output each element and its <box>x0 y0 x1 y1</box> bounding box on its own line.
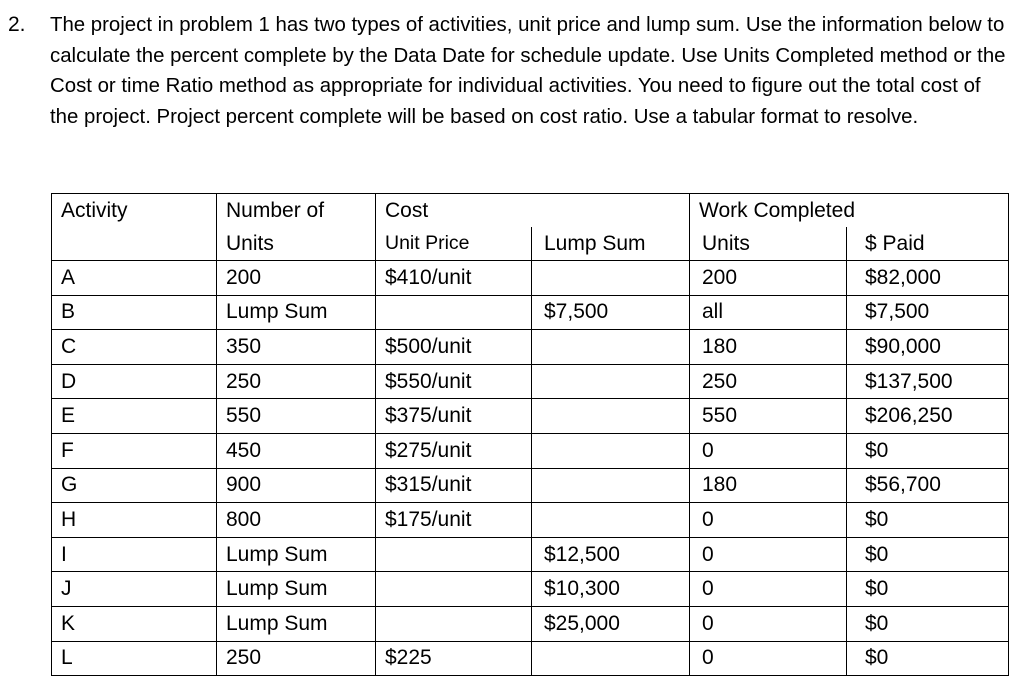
header-lump-sum: Lump Sum <box>532 227 690 261</box>
header-units: Units <box>217 227 376 261</box>
cell-activity: H <box>52 503 217 538</box>
cell-activity: A <box>52 261 217 296</box>
header-paid: $ Paid <box>847 227 1009 261</box>
cell-paid: $0 <box>847 433 1009 468</box>
cell-unit-price: $175/unit <box>376 503 532 538</box>
cell-units: Lump Sum <box>217 295 376 330</box>
cell-units: 450 <box>217 433 376 468</box>
cell-activity: C <box>52 330 217 365</box>
cell-lump-sum <box>532 641 690 676</box>
cell-wc-units: 180 <box>690 330 847 365</box>
cell-activity: I <box>52 537 217 572</box>
cell-unit-price: $550/unit <box>376 364 532 399</box>
cell-units: 250 <box>217 364 376 399</box>
cell-wc-units: 0 <box>690 606 847 641</box>
table-row <box>52 364 1009 399</box>
table-row <box>52 261 1009 296</box>
cell-wc-units: 0 <box>690 433 847 468</box>
cell-paid: $90,000 <box>847 330 1009 365</box>
cell-units: 900 <box>217 468 376 503</box>
table-row <box>52 295 1009 330</box>
cell-unit-price <box>376 572 532 607</box>
cell-wc-units: all <box>690 295 847 330</box>
cell-paid: $0 <box>847 572 1009 607</box>
problem-statement <box>8 10 1013 132</box>
header-work-completed: Work Completed <box>690 194 847 228</box>
cell-lump-sum: $7,500 <box>532 295 690 330</box>
cell-lump-sum <box>532 399 690 434</box>
header-cost-spacer <box>532 194 690 228</box>
table-row <box>52 537 1009 572</box>
cell-lump-sum: $10,300 <box>532 572 690 607</box>
header-cost: Cost <box>376 194 532 228</box>
cell-unit-price: $225 <box>376 641 532 676</box>
cell-units: Lump Sum <box>217 606 376 641</box>
cell-unit-price: $275/unit <box>376 433 532 468</box>
cell-activity: F <box>52 433 217 468</box>
header-number-of: Number of <box>217 194 376 228</box>
cell-lump-sum <box>532 364 690 399</box>
table-row <box>52 468 1009 503</box>
header-row-2 <box>52 227 1009 261</box>
table-row <box>52 641 1009 676</box>
cell-units: 200 <box>217 261 376 296</box>
cell-units: Lump Sum <box>217 537 376 572</box>
cell-unit-price <box>376 537 532 572</box>
cell-wc-units: 0 <box>690 641 847 676</box>
cell-lump-sum <box>532 433 690 468</box>
cell-unit-price: $375/unit <box>376 399 532 434</box>
cell-paid: $7,500 <box>847 295 1009 330</box>
header-row-1 <box>52 194 1009 228</box>
cell-units: 800 <box>217 503 376 538</box>
activity-table <box>51 193 1009 676</box>
problem-number: 2. <box>8 13 26 36</box>
cell-units: 250 <box>217 641 376 676</box>
cell-paid: $0 <box>847 641 1009 676</box>
cell-wc-units: 0 <box>690 503 847 538</box>
cell-units: 350 <box>217 330 376 365</box>
table-row <box>52 399 1009 434</box>
cell-paid: $0 <box>847 606 1009 641</box>
cell-lump-sum <box>532 503 690 538</box>
problem-text: The project in problem 1 has two types of activities, unit price and lump sum. Use the information below to calculate the percent complete by the Data Date for schedule update. Use Units Completed method or the Cost or time Ratio method as appropriate for individual activities. You need to figure out the total cost of the project. Project percent complete will be based on cost ratio. Use a tabular format to resolve. <box>50 14 1006 128</box>
cell-unit-price: $500/unit <box>376 330 532 365</box>
table-row <box>52 572 1009 607</box>
cell-paid: $137,500 <box>847 364 1009 399</box>
header-work-completed-spacer <box>847 194 1009 228</box>
header-activity-blank <box>52 227 217 261</box>
cell-activity: L <box>52 641 217 676</box>
cell-paid: $82,000 <box>847 261 1009 296</box>
cell-activity: B <box>52 295 217 330</box>
cell-paid: $0 <box>847 503 1009 538</box>
cell-lump-sum <box>532 261 690 296</box>
cell-unit-price: $315/unit <box>376 468 532 503</box>
cell-wc-units: 550 <box>690 399 847 434</box>
cell-units: 550 <box>217 399 376 434</box>
cell-wc-units: 250 <box>690 364 847 399</box>
header-activity: Activity <box>52 194 217 228</box>
table-row <box>52 606 1009 641</box>
cell-paid: $56,700 <box>847 468 1009 503</box>
table-row <box>52 503 1009 538</box>
cell-unit-price: $410/unit <box>376 261 532 296</box>
cell-unit-price <box>376 606 532 641</box>
table-row <box>52 433 1009 468</box>
cell-activity: K <box>52 606 217 641</box>
cell-wc-units: 0 <box>690 572 847 607</box>
header-unit-price: Unit Price <box>376 227 532 261</box>
cell-wc-units: 180 <box>690 468 847 503</box>
cell-activity: G <box>52 468 217 503</box>
cell-lump-sum: $25,000 <box>532 606 690 641</box>
cell-wc-units: 200 <box>690 261 847 296</box>
header-wc-units: Units <box>690 227 847 261</box>
cell-lump-sum: $12,500 <box>532 537 690 572</box>
cell-units: Lump Sum <box>217 572 376 607</box>
cell-activity: E <box>52 399 217 434</box>
cell-lump-sum <box>532 468 690 503</box>
cell-paid: $0 <box>847 537 1009 572</box>
cell-paid: $206,250 <box>847 399 1009 434</box>
cell-lump-sum <box>532 330 690 365</box>
cell-wc-units: 0 <box>690 537 847 572</box>
cell-activity: J <box>52 572 217 607</box>
cell-activity: D <box>52 364 217 399</box>
table-row <box>52 330 1009 365</box>
cell-unit-price <box>376 295 532 330</box>
